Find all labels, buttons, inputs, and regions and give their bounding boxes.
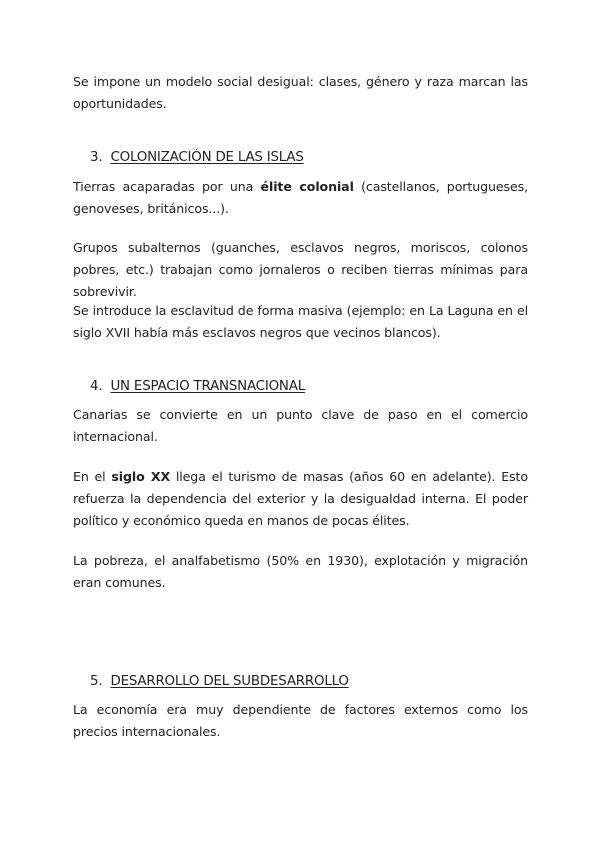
section-5-title: DESARROLLO DEL SUBDESARROLLO	[110, 674, 349, 689]
section-3-heading	[90, 148, 304, 168]
section-3-number: 3.	[90, 150, 103, 165]
section-5-number: 5.	[90, 674, 103, 689]
s4-p2-bold: siglo XX	[111, 469, 171, 484]
s3-p1-text-a: Tierras acaparadas por una	[73, 179, 261, 194]
intro-paragraph: Se impone un modelo social desigual: clases, género y raza marcan las oportunidades.	[73, 74, 528, 111]
s3-p1-bold: élite colonial	[260, 179, 354, 194]
section-3-paragraph-1	[73, 176, 528, 220]
section-3-paragraph-2: Grupos subalternos (guanches, esclavos negros, moriscos, colonos pobres, etc.) trabajan como jornaleros o reciben tierras mínimas para sobrevivir.	[73, 240, 528, 299]
s4-p2-text-b: llega el turismo de masas (años 60 en adelante). Esto refuerza la dependencia del exterior y la desigualdad interna. El poder político y económico queda en manos de pocas élites.	[73, 469, 528, 528]
s4-p2-text-a: En el	[73, 469, 112, 484]
section-5-heading	[90, 672, 349, 692]
section-4-paragraph-3: La pobreza, el analfabetismo (50% en 1930), explotación y migración eran comunes.	[73, 553, 528, 590]
section-5-paragraph-1: La economía era muy dependiente de factores externos como los precios internacionales.	[73, 702, 528, 739]
section-4-paragraph-1: Canarias se convierte en un punto clave de paso en el comercio internacional.	[73, 407, 528, 444]
section-4-number: 4.	[90, 379, 103, 394]
section-4-paragraph-2	[73, 466, 528, 532]
section-4-title: UN ESPACIO TRANSNACIONAL	[110, 379, 305, 394]
section-4-heading	[90, 377, 305, 397]
section-3-paragraph-3: Se introduce la esclavitud de forma masiva (ejemplo: en La Laguna en el siglo XVII había más esclavos negros que vecinos blancos).	[73, 303, 528, 340]
section-3-title: COLONIZACIÓN DE LAS ISLAS	[110, 150, 304, 165]
s3-p1-text-b: (castellanos, portugueses, genoveses, británicos...).	[73, 179, 529, 216]
